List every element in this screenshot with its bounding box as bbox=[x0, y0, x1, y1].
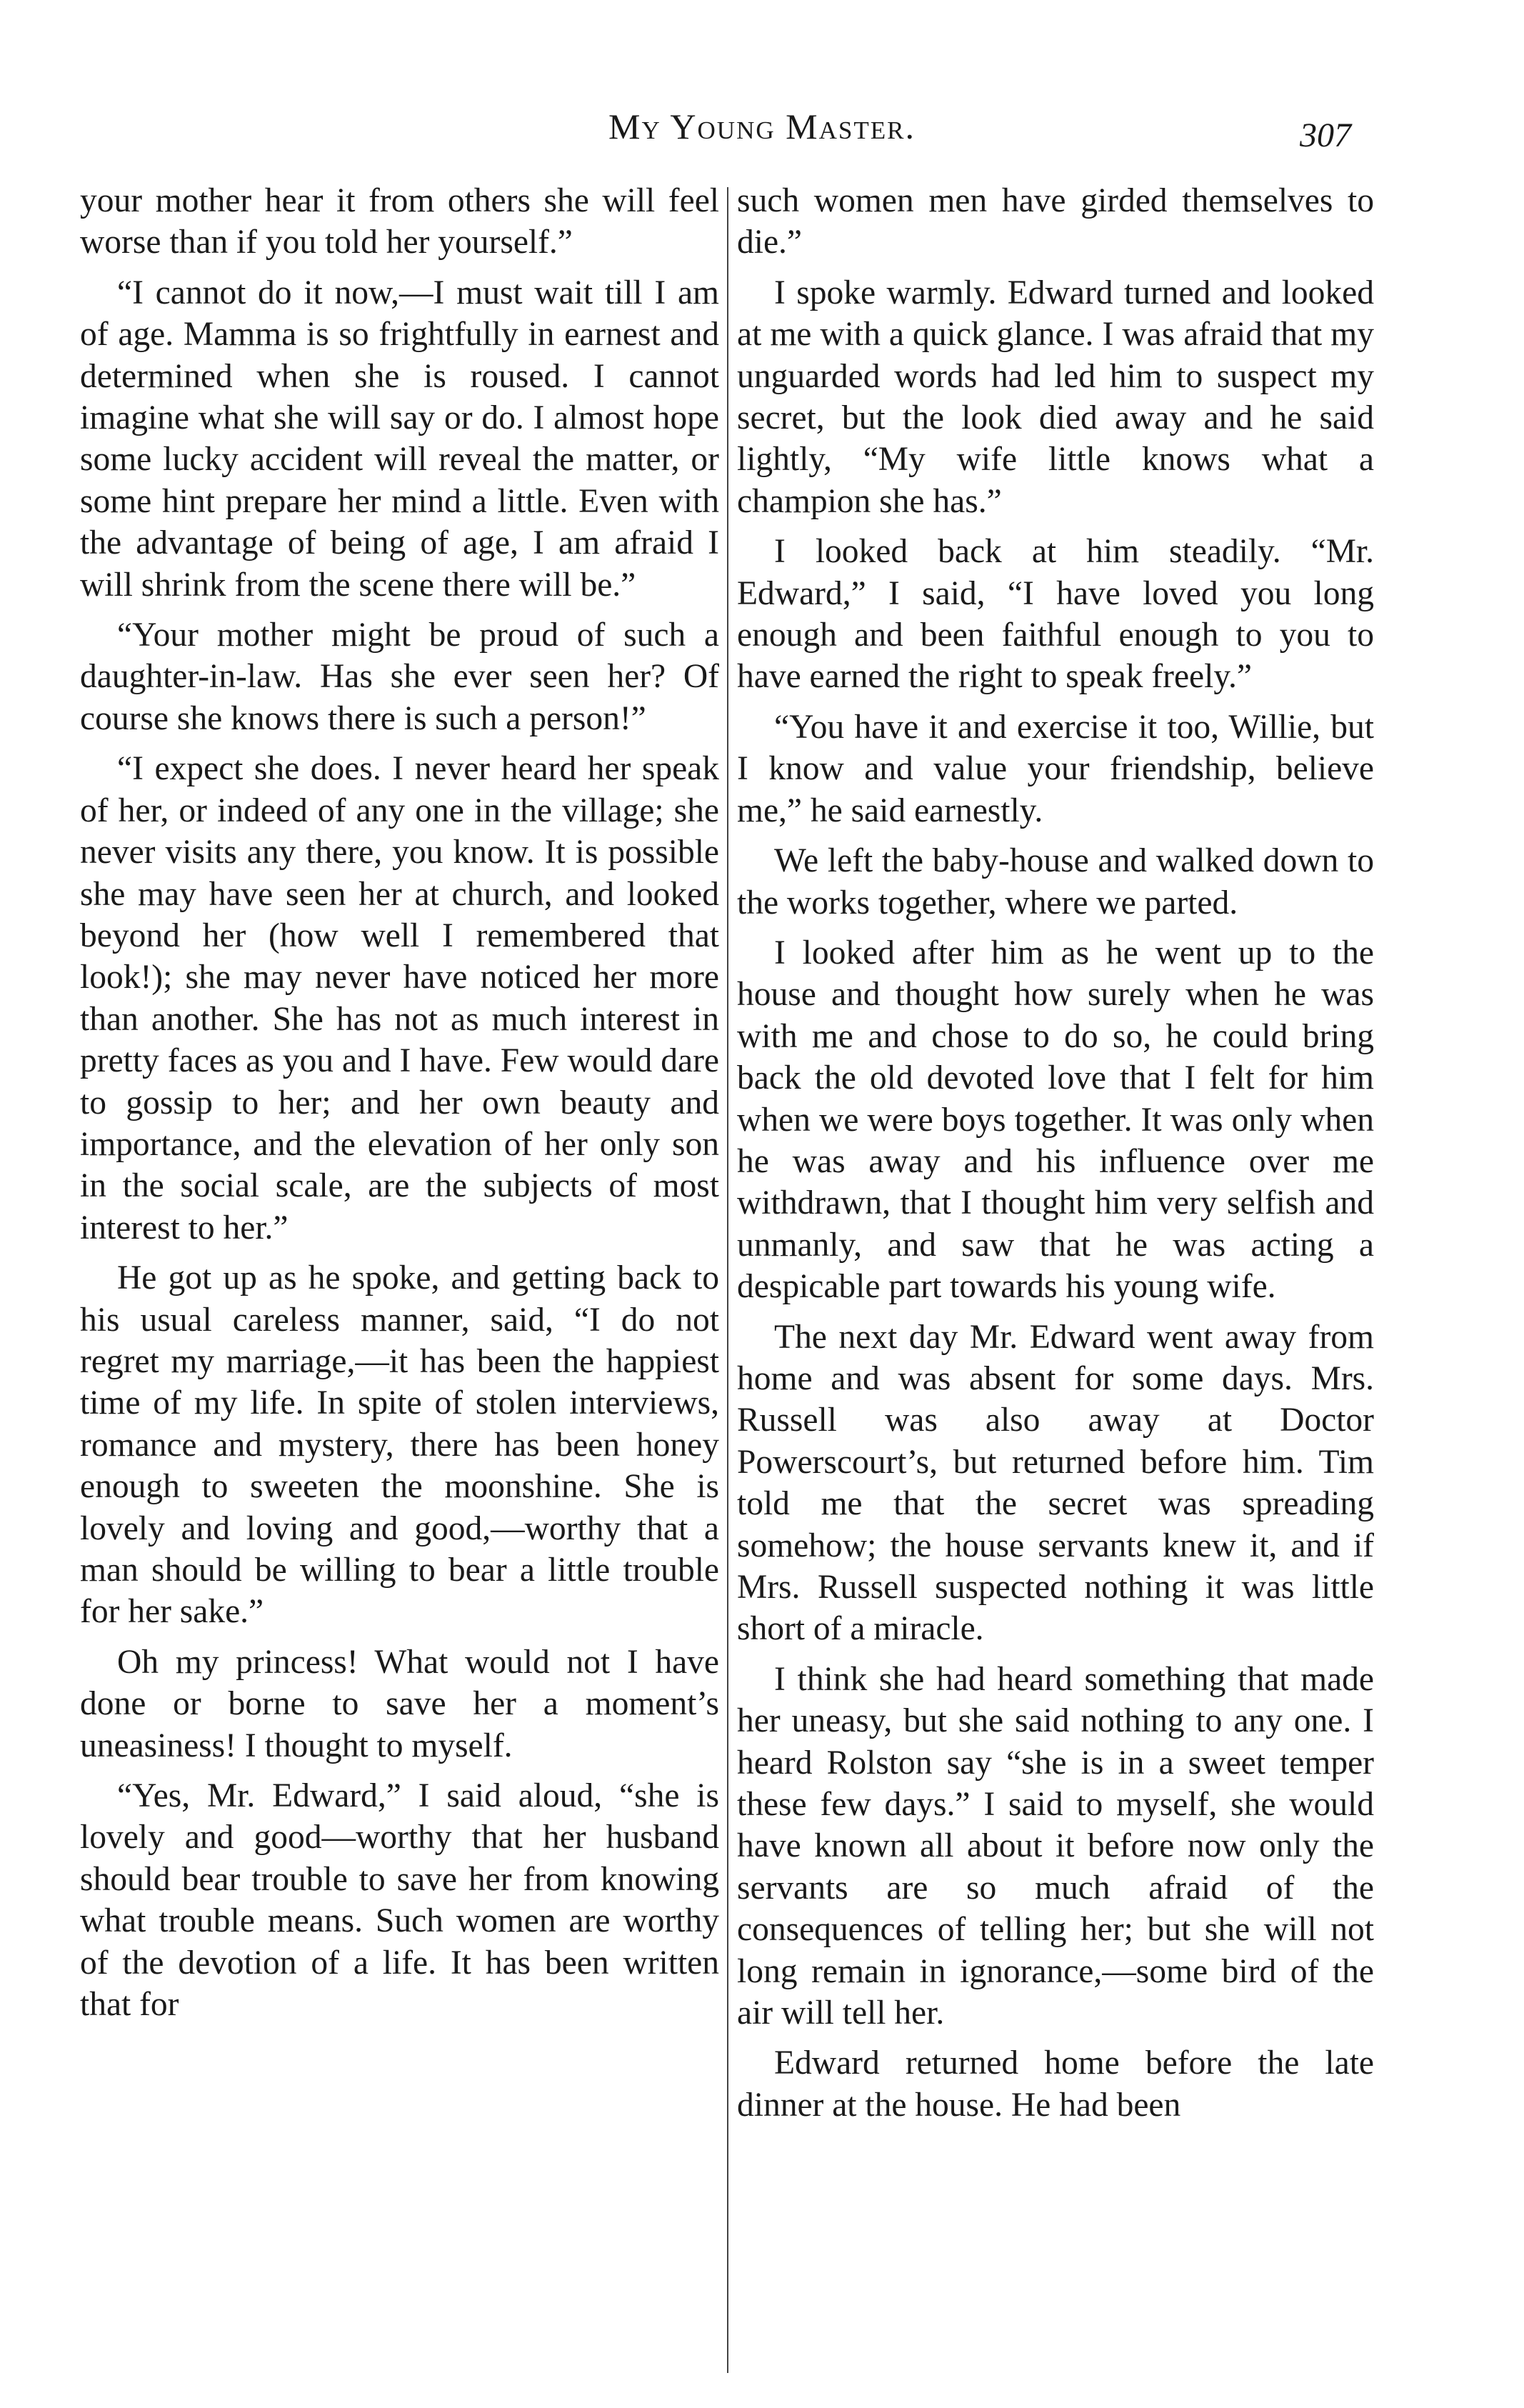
paragraph: I looked back at him steadily. “Mr. Edward,” I said, “I have loved you long enough and been faithful enough to you to have earned the right to speak freely.” bbox=[737, 533, 1374, 696]
paragraph: such women men have girded themselves to die.” bbox=[737, 182, 1374, 261]
paragraph: Edward returned home before the late dinner at the house. He had been bbox=[737, 2044, 1374, 2124]
paragraph: your mother hear it from others she will feel worse than if you told her yourself.” bbox=[80, 182, 719, 261]
page-number: 307 bbox=[1300, 116, 1351, 154]
paragraph: I looked after him as he went up to the house and thought how surely when he was with me and chose to do so, he could bring back the old devoted love that I felt for him when we were boys together. It was only when he was away and his influence over me withdrawn, that I thought him very selfish and unmanly, and saw that he was acting a despicable part towards his young wife. bbox=[737, 934, 1374, 1306]
column-rule bbox=[727, 187, 728, 2373]
running-head: My Young Master. bbox=[608, 106, 916, 146]
paragraph: I think she had heard something that made her uneasy, but she said nothing to any one. I heard Rolston say “she is in a sweet temper these few days.” I said to myself, she would have known all about it before now only the servants are so much afraid of the consequences of telling her; but she will not long remain in ignorance,—some bird of the air will tell her. bbox=[737, 1660, 1374, 2032]
paragraph: Oh my princess! What would not I have done or borne to save her a moment’s uneasiness! I thought to myself. bbox=[80, 1643, 719, 1764]
paragraph: He got up as he spoke, and getting back to his usual careless manner, said, “I do not regret my marriage,—it has been the happiest time of my life. In spite of stolen interviews, romance and mystery, there has been honey enough to sweeten the moonshine. She is lovely and loving and good,—worthy that a man should be willing to bear a little trouble for her sake.” bbox=[80, 1259, 719, 1631]
paragraph: We left the baby-house and walked down to the works together, where we parted. bbox=[737, 842, 1374, 921]
paragraph: “I expect she does. I never heard her speak of her, or indeed of any one in the village; she never visits any there, you know. It is possible she may have seen her at church, and looked beyond her (how well I remembered that look!); she may never have noticed her more than another. She has not as much interest in pretty faces as you and I have. Few would dare to gossip to her; and her own beauty and importance, and the elevation of her only son in the social scale, are the subjects of most interest to her.” bbox=[80, 750, 719, 1247]
left-column bbox=[80, 180, 719, 2034]
paragraph: I spoke warmly. Edward turned and looked at me with a quick glance. I was afraid that my unguarded words had led him to suspect my secret, but the look died away and he said lightly, “My wife little knows what a champion she has.” bbox=[737, 274, 1374, 520]
paragraph: “I cannot do it now,—I must wait till I am of age. Mamma is so frightfully in earnest and determined when she is roused. I cannot imagine what she will say or do. I almost hope some lucky accident will reveal the matter, or some hint prepare her mind a little. Even with the advantage of being of age, I am afraid I will shrink from the scene there will be.” bbox=[80, 274, 719, 604]
right-column bbox=[737, 180, 1374, 2134]
paragraph: The next day Mr. Edward went away from home and was absent for some days. Mrs. Russell was also away at Doctor Powerscourt’s, but returned before him. Tim told me that the secret was spreading somehow; the house servants knew it, and if Mrs. Russell suspected nothing it was little short of a miracle. bbox=[737, 1318, 1374, 1648]
paragraph: “Yes, Mr. Edward,” I said aloud, “she is lovely and good—worthy that her husband should bear trouble to save her from knowing what trouble means. Such women are worthy of the devotion of a life. It has been written that for bbox=[80, 1777, 719, 2024]
paragraph: “Your mother might be proud of such a daughter-in-law. Has she ever seen her? Of course she knows there is such a person!” bbox=[80, 616, 719, 737]
paragraph: “You have it and exercise it too, Willie, but I know and value your friendship, believe me,” he said earnestly. bbox=[737, 708, 1374, 829]
